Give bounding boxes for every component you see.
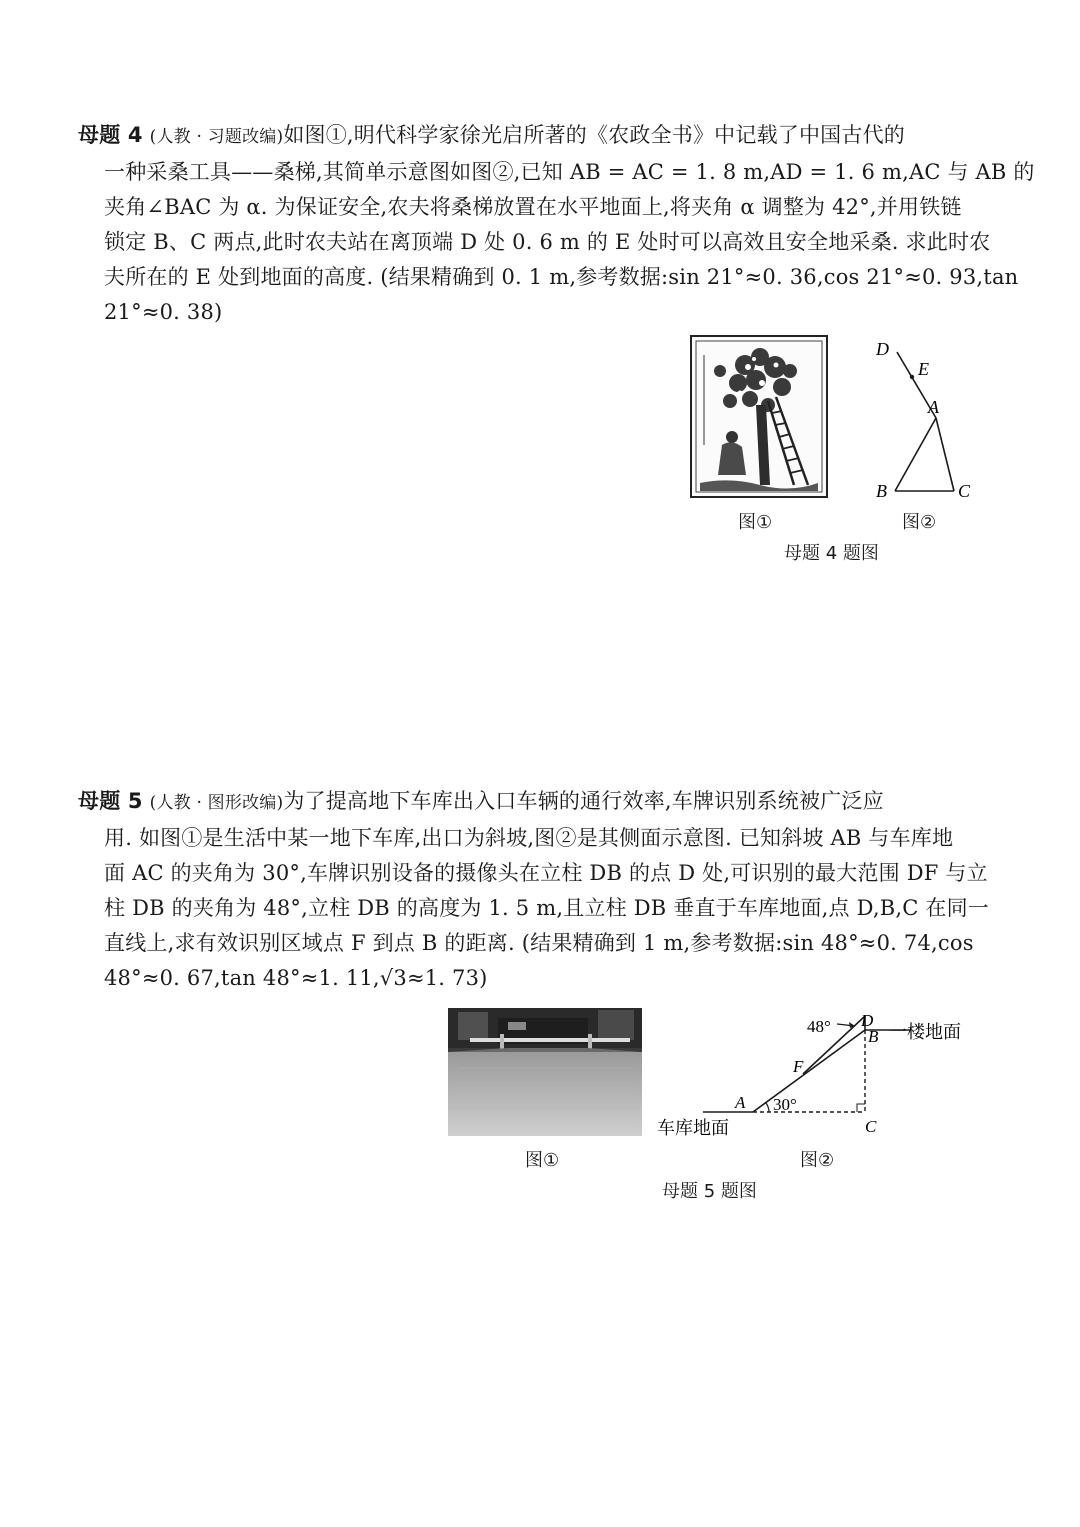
problem-5-figure-caption: 母题 5 题图 [662, 1181, 757, 1202]
problem-5-text-4: 柱 DB 的夹角为 48°,立柱 DB 的高度为 1. 5 m,且立柱 DB 垂直于车库地面,点 D,B,C 在同一 [104, 896, 990, 920]
problem-5-text-3: 面 AC 的夹角为 30°,车牌识别设备的摄像头在立柱 DB 的点 D 处,可识别的最大范围 DF 与立 [104, 861, 988, 885]
problem-5 [78, 784, 990, 996]
problem-4-text-2: 一种采桑工具——桑梯,其简单示意图如图②,已知 AB = AC = 1. 8 m,AD = 1. 6 m,AC 与 AB 的 [104, 160, 1035, 184]
problem-5-text-6: 48°≈0. 67,tan 48°≈1. 11,√3≈1. 73) [104, 966, 488, 990]
problem-5-label: 母题 5 [78, 789, 143, 813]
problem-5-text-1: 为了提高地下车库出入口车辆的通行效率,车牌识别系统被广泛应 [283, 789, 884, 813]
label-angle-30: 30° [773, 1095, 797, 1114]
problem-4-fig1-caption: 图① [738, 512, 773, 533]
problem-4-fig2-caption: 图② [902, 512, 937, 533]
problem-5-text-5: 直线上,求有效识别区域点 F 到点 B 的距离. (结果精确到 1 m,参考数据:sin 48°≈0. 74,cos [104, 931, 974, 955]
label-D: D [861, 1011, 874, 1030]
point-E [910, 375, 914, 379]
problem-4-source: (人教 · 习题改编) [149, 127, 284, 147]
problem-4-text-6: 21°≈0. 38) [104, 300, 223, 324]
problem-4-label: 母题 4 [78, 123, 143, 147]
label-garage-floor: 车库地面 [657, 1118, 729, 1138]
label-B: B [868, 1027, 879, 1046]
problem-5-text-2: 用. 如图①是生活中某一地下车库,出口为斜坡,图②是其侧面示意图. 已知斜坡 AB 与车库地 [104, 826, 954, 850]
label-C: C [865, 1117, 877, 1136]
problem-4-text-4: 锁定 B、C 两点,此时农夫站在离顶端 D 处 0. 6 m 的 E 处时可以高效且安全地采桑. 求此时农 [104, 230, 991, 254]
ladder-triangle-diagram [868, 335, 978, 505]
mulberry-ladder-woodcut-image [690, 335, 828, 498]
problem-4-figure-caption: 母题 4 题图 [784, 543, 879, 564]
problem-4-text-3: 夹角∠BAC 为 α. 为保证安全,农夫将桑梯放置在水平地面上,将夹角 α 调整为 42°,并用铁链 [104, 195, 962, 219]
segment-AB [753, 1030, 865, 1112]
label-A: A [928, 397, 939, 417]
problem-4 [78, 118, 1035, 330]
problem-5-line-1 [78, 784, 978, 821]
angle-30-arc [766, 1103, 769, 1112]
label-F: F [793, 1057, 804, 1076]
label-first-floor: 一楼地面 [889, 1022, 961, 1042]
label-C: C [958, 481, 971, 501]
problem-4-line-1 [78, 118, 978, 155]
label-D: D [876, 339, 889, 359]
segment-AB [895, 418, 936, 491]
label-E: E [918, 359, 929, 379]
segment-AC [936, 418, 954, 491]
problem-5-fig1-caption: 图① [525, 1150, 560, 1171]
label-angle-48: 48° [807, 1017, 831, 1036]
garage-exit-photo [448, 1008, 642, 1136]
problem-4-text-1: 如图①,明代科学家徐光启所著的《农政全书》中记载了中国古代的 [283, 123, 905, 147]
garage-slope-diagram [655, 1008, 975, 1138]
problem-5-source: (人教 · 图形改编) [149, 793, 284, 813]
label-B: B [876, 481, 887, 501]
problem-5-fig2-caption: 图② [800, 1150, 835, 1171]
problem-4-text-5: 夫所在的 E 处到地面的高度. (结果精确到 0. 1 m,参考数据:sin 21°≈0. 36,cos 21°≈0. 93,tan [104, 265, 1019, 289]
label-A: A [735, 1093, 746, 1112]
